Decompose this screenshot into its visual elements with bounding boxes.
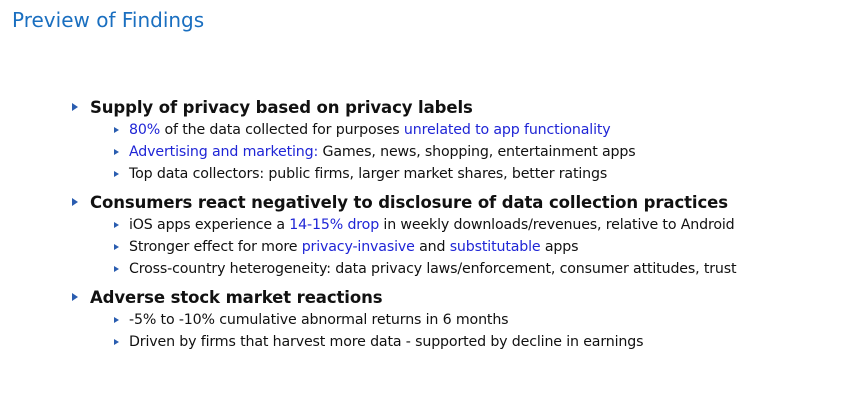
finding-section bbox=[72, 95, 862, 185]
section-heading bbox=[72, 190, 862, 214]
section-heading-text: Supply of privacy based on privacy labels bbox=[90, 97, 473, 117]
sub-bullet-text bbox=[129, 261, 736, 277]
section-heading bbox=[72, 95, 862, 119]
bullet-triangle-icon bbox=[114, 266, 119, 272]
finding-section bbox=[72, 285, 862, 353]
text-run: Driven by firms that harvest more data - supported by decline in earnings bbox=[129, 334, 644, 350]
sub-bullet-text bbox=[129, 217, 735, 233]
sub-bullet-item bbox=[72, 236, 862, 258]
bullet-triangle-icon bbox=[72, 103, 78, 111]
findings-list bbox=[72, 95, 862, 358]
bullet-triangle-icon bbox=[72, 293, 78, 301]
sub-bullet-text bbox=[129, 122, 611, 138]
bullet-triangle-icon bbox=[114, 171, 119, 177]
highlighted-phrase: substitutable bbox=[449, 239, 541, 255]
sub-bullet-text bbox=[129, 239, 578, 255]
bullet-triangle-icon bbox=[114, 339, 119, 345]
slide-title: Preview of Findings bbox=[12, 8, 205, 32]
sub-bullet-item bbox=[72, 214, 862, 236]
sub-bullet-item bbox=[72, 258, 862, 280]
text-run: iOS apps experience a bbox=[129, 217, 290, 233]
bullet-triangle-icon bbox=[114, 244, 119, 250]
bullet-triangle-icon bbox=[72, 198, 78, 206]
text-run: -5% to -10% cumulative abnormal returns in 6 months bbox=[129, 312, 509, 328]
text-run: Top data collectors: public firms, larger market shares, better ratings bbox=[129, 166, 608, 182]
text-run: Games, news, shopping, entertainment apps bbox=[318, 144, 636, 160]
text-run: and bbox=[414, 239, 450, 255]
bullet-triangle-icon bbox=[114, 317, 119, 323]
sub-bullet-text bbox=[129, 334, 643, 350]
sub-bullet-item bbox=[72, 163, 862, 185]
highlighted-phrase: 80% bbox=[129, 122, 161, 138]
sub-bullet-text bbox=[129, 144, 636, 160]
section-heading bbox=[72, 285, 862, 309]
bullet-triangle-icon bbox=[114, 222, 119, 228]
finding-section bbox=[72, 190, 862, 280]
bullet-triangle-icon bbox=[114, 149, 119, 155]
sub-bullet-item bbox=[72, 141, 862, 163]
sub-bullet-text bbox=[129, 312, 508, 328]
sub-bullet-text bbox=[129, 166, 607, 182]
sub-bullet-item bbox=[72, 119, 862, 141]
highlighted-phrase: Advertising and marketing: bbox=[129, 144, 319, 160]
section-heading-text: Adverse stock market reactions bbox=[90, 287, 383, 307]
section-heading-text: Consumers react negatively to disclosure of data collection practices bbox=[90, 192, 728, 212]
bullet-triangle-icon bbox=[114, 127, 119, 133]
highlighted-phrase: unrelated to app functionality bbox=[403, 122, 611, 138]
text-run: in weekly downloads/revenues, relative to Android bbox=[379, 217, 735, 233]
text-run: of the data collected for purposes bbox=[160, 122, 404, 138]
sub-bullet-item bbox=[72, 331, 862, 353]
sub-bullet-item bbox=[72, 309, 862, 331]
highlighted-phrase: privacy-invasive bbox=[301, 239, 415, 255]
highlighted-phrase: 14-15% drop bbox=[289, 217, 380, 233]
text-run: Cross-country heterogeneity: data privacy laws/enforcement, consumer attitudes, trust bbox=[129, 261, 737, 277]
text-run: apps bbox=[540, 239, 579, 255]
text-run: Stronger effect for more bbox=[129, 239, 302, 255]
